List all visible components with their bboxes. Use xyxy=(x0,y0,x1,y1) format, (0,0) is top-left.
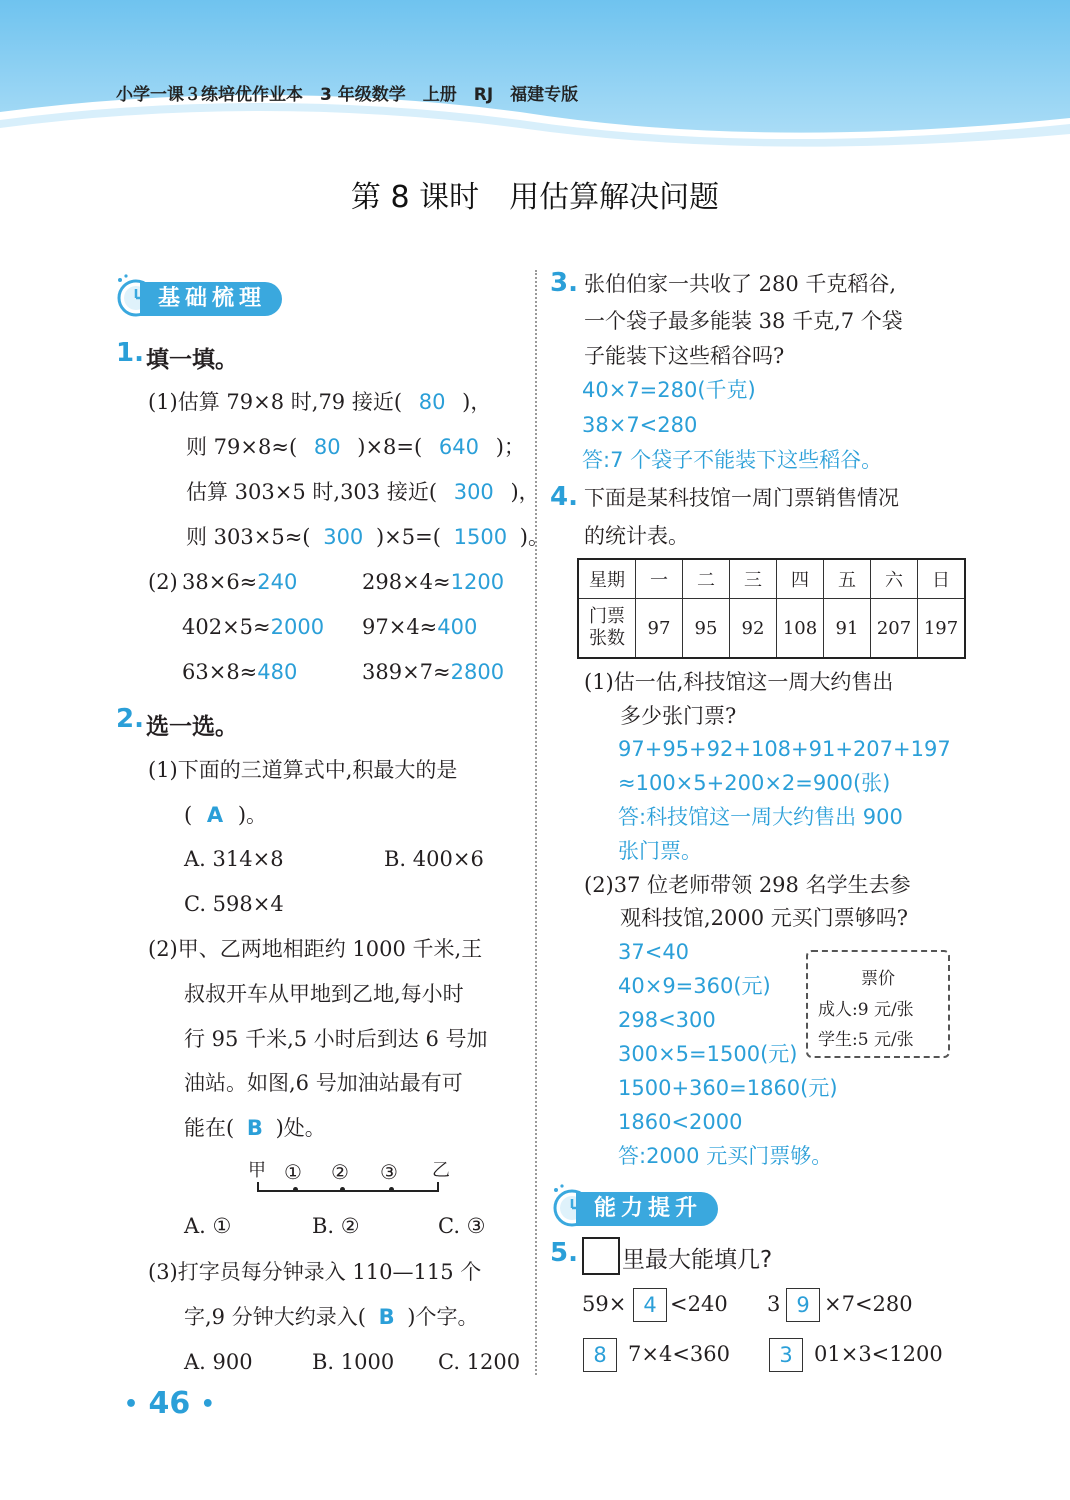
q4-p1-answer-2: ≈100×5+200×2=900(张) xyxy=(618,771,891,795)
q3-line3: 子能装下这些稻谷吗? xyxy=(584,344,785,368)
table-row xyxy=(578,599,965,659)
table-header-cell: 六 xyxy=(871,559,918,599)
route-point-1: ① xyxy=(284,1160,302,1184)
table-cell: 92 xyxy=(730,599,777,659)
q4-p2-answer-4: 300×5=1500(元) xyxy=(618,1042,798,1066)
q1-number: 1. xyxy=(116,338,144,368)
q4-line2: 的统计表。 xyxy=(584,524,689,548)
route-dot xyxy=(293,1187,298,1192)
q5-expr-4-post: 01×3<1200 xyxy=(814,1342,943,1366)
q4-p1-answer-1: 97+95+92+108+91+207+197 xyxy=(618,737,951,761)
q1-p2-item: 38×6≈240 xyxy=(182,570,298,594)
route-point-3: ③ xyxy=(380,1160,398,1184)
q2-p3-option-b: B. 1000 xyxy=(312,1350,395,1374)
q2-p2-line2: 叔叔开车从甲地到乙地,每小时 xyxy=(184,982,464,1006)
q2-p3-option-c: C. 1200 xyxy=(438,1350,521,1374)
q1-p2-item: 402×5≈2000 xyxy=(182,615,325,639)
q1-heading: 填一填。 xyxy=(146,347,238,373)
q2-p3-option-a: A. 900 xyxy=(184,1350,253,1374)
ticket-price-box xyxy=(806,950,950,1058)
q5-number: 5. xyxy=(550,1238,578,1268)
q4-p2-answer-1: 37<40 xyxy=(618,940,690,964)
q3-line1: 张伯伯家一共收了 280 千克稻谷, xyxy=(584,272,897,296)
q2-number: 2. xyxy=(116,704,144,734)
q4-p1-answer-4: 张门票。 xyxy=(618,839,702,863)
q2-p2-line1: (2)甲、乙两地相距约 1000 千米,王 xyxy=(148,937,483,961)
q5-blank-box xyxy=(582,1237,620,1275)
badge-basic-label: 基础梳理 xyxy=(140,282,282,316)
q3-answer-1: 40×7=280(千克) xyxy=(582,378,756,402)
q5-expr-1-pre: 59× xyxy=(582,1292,627,1316)
answer: 80 xyxy=(313,435,341,459)
table-row xyxy=(578,559,965,599)
q5-expr-2-pre: 3 xyxy=(767,1292,781,1316)
table-header-cell: 四 xyxy=(777,559,824,599)
q2-p1-line1: (1)下面的三道算式中,积最大的是 xyxy=(148,758,458,782)
q4-p1-line1: (1)估一估,科技馆这一周大约售出 xyxy=(584,670,894,694)
route-dot xyxy=(389,1187,394,1192)
page-dot: • xyxy=(124,1392,139,1417)
q2-p2-option-c: C. ③ xyxy=(438,1214,486,1238)
q1-p2-prefix: (2) xyxy=(148,570,178,594)
route-tick xyxy=(257,1182,259,1192)
q4-p2-answer-5: 1500+360=1860(元) xyxy=(618,1076,838,1100)
table-label-cell: 门票 张数 xyxy=(578,599,636,659)
price-student: 学生:5 元/张 xyxy=(818,1030,914,1050)
q1-p2-item: 63×8≈480 xyxy=(182,660,298,684)
q3-line2: 一个袋子最多能装 38 千克,7 个袋 xyxy=(584,309,903,333)
badge-advanced-label: 能力提升 xyxy=(576,1192,718,1226)
route-start-label: 甲 xyxy=(248,1160,266,1181)
route-line xyxy=(258,1190,438,1192)
q2-p3-line1: (3)打字员每分钟录入 110—115 个 xyxy=(148,1260,482,1284)
route-end-label: 乙 xyxy=(432,1160,450,1181)
q2-p1-option-b: B. 400×6 xyxy=(384,847,484,871)
route-tick xyxy=(437,1182,439,1192)
q1-p1-line4: 则 303×5≈( 300 )×5=( 1500 )。 xyxy=(186,525,549,549)
q1-p1-line2: 则 79×8≈( 80 )×8=( 640 )； xyxy=(186,435,525,459)
answer: 300 xyxy=(453,480,494,504)
q2-p2-option-b: B. ② xyxy=(312,1214,360,1238)
q5-heading: 里最大能填几? xyxy=(622,1247,773,1273)
ticket-sales-table xyxy=(577,558,966,659)
table-header-cell: 五 xyxy=(824,559,871,599)
page-number: • 46 • xyxy=(124,1386,215,1421)
answer: A xyxy=(206,803,224,827)
answer: 300 xyxy=(323,525,364,549)
table-header-cell: 日 xyxy=(918,559,966,599)
table-header-cell: 二 xyxy=(683,559,730,599)
table-cell: 108 xyxy=(777,599,824,659)
table-cell: 91 xyxy=(824,599,871,659)
q2-p1-line2: ( A )。 xyxy=(184,803,268,827)
q4-p1-line2: 多少张门票? xyxy=(620,704,737,728)
table-cell: 95 xyxy=(683,599,730,659)
route-point-2: ② xyxy=(331,1160,349,1184)
q4-p2-answer-7: 答:2000 元买门票够。 xyxy=(618,1144,833,1168)
price-adult: 成人:9 元/张 xyxy=(818,1000,914,1020)
q1-p2-item: 97×4≈400 xyxy=(362,615,478,639)
q1-p1-line3: 估算 303×5 时,303 接近( 300 )， xyxy=(186,480,540,504)
answer: 80 xyxy=(418,390,446,414)
q5-answer-box: 4 xyxy=(633,1288,667,1322)
answer: 1500 xyxy=(453,525,508,549)
q3-answer-2: 38×7<280 xyxy=(582,413,698,437)
table-header-cell: 三 xyxy=(730,559,777,599)
route-dot xyxy=(340,1187,345,1192)
q2-p1-option-c: C. 598×4 xyxy=(184,892,284,916)
table-cell: 197 xyxy=(918,599,966,659)
q1-p2-item: 389×7≈2800 xyxy=(362,660,505,684)
q5-expr-3-post: 7×4<360 xyxy=(628,1342,730,1366)
q3-number: 3. xyxy=(550,268,578,298)
q5-answer-box: 3 xyxy=(769,1338,803,1372)
route-figure xyxy=(248,1160,458,1200)
answer: B xyxy=(246,1116,263,1140)
q2-p1-option-a: A. 314×8 xyxy=(184,847,284,871)
q1-p2-item: 298×4≈1200 xyxy=(362,570,505,594)
q5-expr-2-post: ×7<280 xyxy=(824,1292,913,1316)
table-cell: 207 xyxy=(871,599,918,659)
q2-heading: 选一选。 xyxy=(146,714,238,740)
table-header-cell: 一 xyxy=(636,559,683,599)
lesson-title: 第 8 课时 用估算解决问题 xyxy=(350,180,720,215)
q4-line1: 下面是某科技馆一周门票销售情况 xyxy=(584,486,899,510)
q1-p1-line1: (1)估算 79×8 时,79 接近( 80 )， xyxy=(148,390,492,414)
header-text: 小学一课３练培优作业本 3 年级数学 上册 RJ 福建专版 xyxy=(116,85,579,105)
q4-p2-answer-3: 298<300 xyxy=(618,1008,716,1032)
q2-p2-line3: 行 95 千米,5 小时后到达 6 号加 xyxy=(184,1027,488,1051)
q4-p2-answer-2: 40×9=360(元) xyxy=(618,974,771,998)
q2-p3-line2: 字,9 分钟大约录入( B )个字。 xyxy=(184,1305,479,1329)
table-cell: 97 xyxy=(636,599,683,659)
q2-p2-line4: 油站。如图,6 号加油站最有可 xyxy=(184,1071,463,1095)
q3-answer-3: 答:7 个袋子不能装下这些稻谷。 xyxy=(582,448,883,472)
q2-p2-line5: 能在( B )处。 xyxy=(184,1116,326,1140)
q4-p1-answer-3: 答:科技馆这一周大约售出 900 xyxy=(618,805,903,829)
q4-number: 4. xyxy=(550,482,578,512)
q2-p2-option-a: A. ① xyxy=(184,1214,232,1238)
table-header-cell: 星期 xyxy=(578,559,636,599)
q5-answer-box: 8 xyxy=(583,1338,617,1372)
q5-answer-box: 9 xyxy=(786,1288,820,1322)
q4-p2-answer-6: 1860<2000 xyxy=(618,1110,743,1134)
answer: 640 xyxy=(438,435,479,459)
q5-expr-1-post: <240 xyxy=(670,1292,728,1316)
column-divider xyxy=(535,270,537,1375)
q4-p2-line1: (2)37 位老师带领 298 名学生去参 xyxy=(584,873,911,897)
q4-p2-line2: 观科技馆,2000 元买门票够吗? xyxy=(620,906,909,930)
page-dot: • xyxy=(200,1392,215,1417)
answer: B xyxy=(378,1305,395,1329)
price-title: 票价 xyxy=(861,969,895,989)
